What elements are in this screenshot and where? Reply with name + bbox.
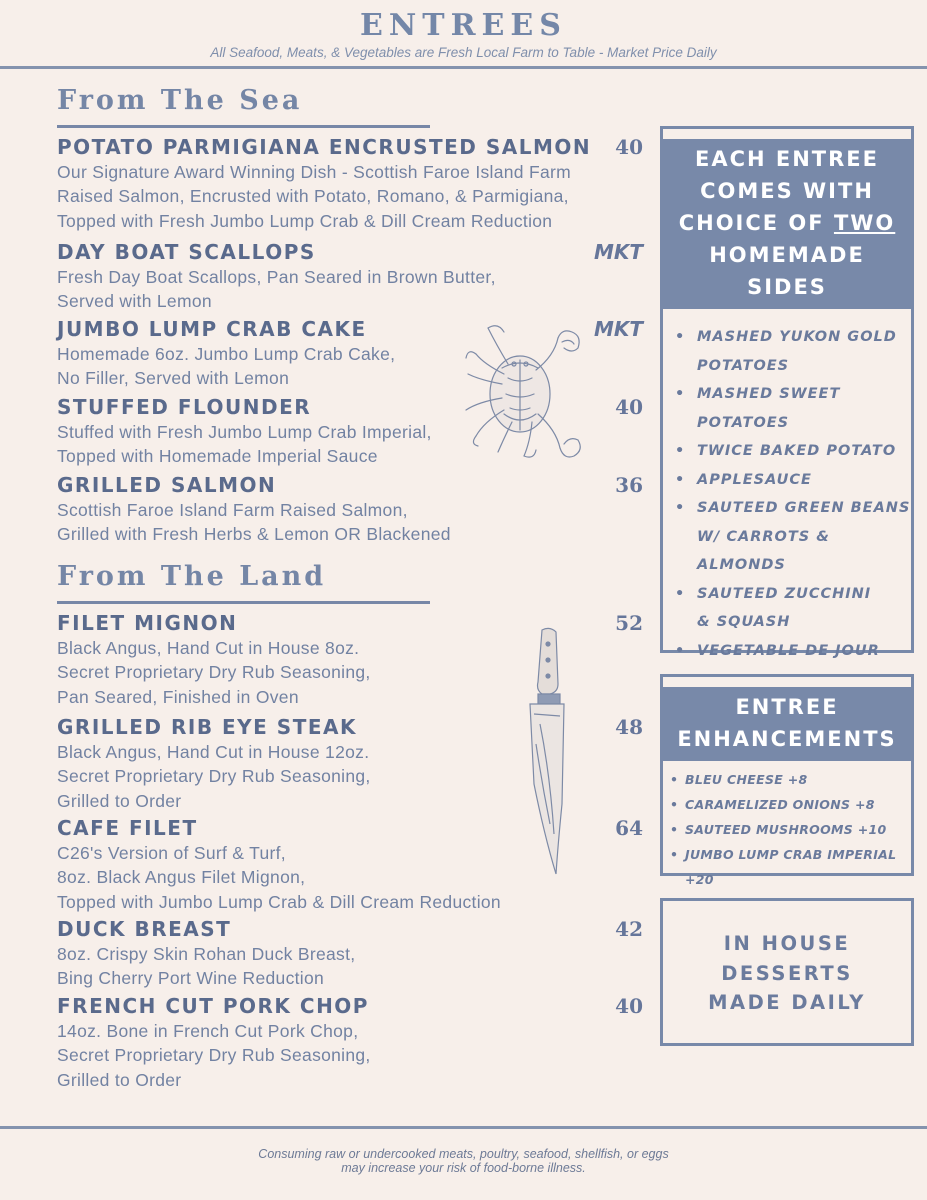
enhancements-heading-line: ENTREE [735, 695, 839, 719]
sides-list [663, 309, 911, 665]
item-description: Secret Proprietary Dry Rub Seasoning, [57, 662, 371, 683]
side-item [693, 637, 911, 666]
side-item [693, 494, 911, 580]
item-description: Fresh Day Boat Scallops, Pan Seared in Brown Butter, [57, 267, 496, 287]
chef-knife-illustration [520, 624, 570, 876]
item-description: Bing Cherry Port Wine Reduction [57, 968, 325, 989]
sides-box [660, 126, 914, 659]
enhancements-box-heading [663, 687, 911, 761]
item-description: No Filler, Served with Lemon [57, 368, 290, 389]
side-item-label: MASHED YUKON GOLD [697, 329, 897, 345]
item-description: Homemade 6oz. Jumbo Lump Crab Cake, [57, 344, 396, 364]
sides-heading-line: SIDES [747, 275, 827, 299]
section-rule-sea [57, 125, 430, 128]
footer-disclaimer [0, 1147, 927, 1175]
menu-item [57, 917, 647, 991]
item-price: 64 [615, 816, 643, 840]
footer-divider [0, 1126, 927, 1129]
item-price: MKT [593, 240, 643, 264]
sides-box-heading [663, 139, 911, 309]
side-item-label: TWICE BAKED POTATO [697, 443, 897, 459]
side-item-label: POTATOES [697, 414, 790, 431]
item-price: MKT [593, 317, 643, 341]
enhancement-item: • JUMBO LUMP CRAB IMPERIAL +20 [685, 842, 911, 892]
side-item-label: & SQUASH [697, 614, 791, 630]
item-description: Topped with Homemade Imperial Sauce [57, 446, 378, 467]
item-description: Black Angus, Hand Cut in House 12oz. [57, 742, 370, 762]
item-description: Our Signature Award Winning Dish - Scottish Faroe Island Farm [57, 162, 572, 182]
item-description: Topped with Jumbo Lump Crab & Dill Cream Reduction [57, 891, 501, 912]
item-description: 8oz. Crispy Skin Rohan Duck Breast, [57, 944, 356, 964]
side-item-label: SAUTEED ZUCCHINI [697, 585, 872, 602]
side-item [693, 466, 911, 495]
sides-heading-line: COMES WITH [700, 179, 874, 203]
item-name: FRENCH CUT PORK CHOP [57, 994, 369, 1018]
desserts-line: DESSERTS [721, 961, 853, 985]
item-description: Served with Lemon [57, 291, 212, 312]
item-price: 40 [615, 395, 643, 419]
disclaimer-line: Consuming raw or undercooked meats, poultry, seafood, shellfish, or eggs [258, 1147, 669, 1161]
item-description: Stuffed with Fresh Jumbo Lump Crab Imperial, [57, 422, 432, 442]
enhancement-item: • CARAMELIZED ONIONS +8 [685, 792, 911, 817]
item-price: 42 [615, 917, 643, 941]
side-item [693, 380, 911, 437]
item-name: FILET MIGNON [57, 611, 238, 635]
item-description: 8oz. Black Angus Filet Mignon, [57, 867, 306, 888]
side-item [693, 437, 911, 466]
desserts-box [660, 898, 914, 1046]
crab-illustration [458, 318, 588, 466]
item-name: CAFE FILET [57, 816, 198, 840]
item-description: 14oz. Bone in French Cut Pork Chop, [57, 1021, 359, 1041]
item-price: 52 [615, 611, 643, 635]
item-name: POTATO PARMIGIANA ENCRUSTED SALMON [57, 135, 592, 159]
desserts-text [663, 929, 911, 1018]
menu-item [57, 473, 647, 547]
menu-item [57, 994, 647, 1092]
item-price: 40 [615, 135, 643, 159]
menu-item [57, 135, 647, 233]
item-description: Grilled with Fresh Herbs & Lemon OR Blackened [57, 524, 451, 545]
disclaimer-line: may increase your risk of food-borne illness. [341, 1161, 586, 1175]
header-divider [0, 66, 927, 69]
desserts-line: IN HOUSE [723, 932, 851, 955]
desserts-line: MADE DAILY [708, 991, 866, 1014]
section-heading-sea: From The Sea [57, 85, 303, 116]
sides-heading-line [671, 207, 903, 239]
item-name: JUMBO LUMP CRAB CAKE [57, 317, 367, 341]
item-name: DUCK BREAST [57, 917, 232, 941]
item-name: STUFFED FLOUNDER [57, 395, 312, 419]
menu-header [0, 0, 927, 60]
item-price: 48 [615, 715, 643, 739]
item-price: 36 [615, 473, 643, 497]
menu-item [57, 240, 647, 314]
side-item-label: SAUTEED GREEN BEANS [697, 500, 911, 516]
side-item-label: W/ CARROTS & ALMONDS [697, 528, 830, 573]
sides-heading-line: EACH ENTREE [694, 147, 879, 171]
item-description: Scottish Faroe Island Farm Raised Salmon, [57, 500, 408, 520]
page-title: ENTREES [360, 8, 567, 43]
enhancement-item: • BLEU CHEESE +8 [685, 767, 911, 792]
item-description: Pan Seared, Finished in Oven [57, 686, 299, 707]
item-description: C26's Version of Surf & Turf, [57, 843, 286, 863]
side-item-label: MASHED SWEET [697, 386, 841, 402]
side-item-label: VEGETABLE DE JOUR [697, 642, 880, 659]
sides-heading-line: HOMEMADE [709, 243, 865, 267]
item-description: Grilled to Order [57, 1069, 182, 1090]
side-item [693, 323, 911, 380]
enhancements-list [663, 761, 911, 892]
item-description: Topped with Fresh Jumbo Lump Crab & Dill Cream Reduction [57, 210, 553, 231]
sides-heading-two: TWO [833, 211, 896, 235]
item-price: 40 [615, 994, 643, 1018]
section-heading-land: From The Land [57, 561, 327, 592]
page-subtitle: All Seafood, Meats, & Vegetables are Fresh Local Farm to Table - Market Price Daily [210, 45, 717, 60]
item-name: DAY BOAT SCALLOPS [57, 240, 316, 264]
sides-heading-text: CHOICE OF [678, 211, 825, 235]
item-description: Secret Proprietary Dry Rub Seasoning, [57, 1045, 371, 1066]
item-description: Secret Proprietary Dry Rub Seasoning, [57, 766, 371, 787]
item-description: Raised Salmon, Encrusted with Potato, Romano, & Parmigiana, [57, 186, 569, 207]
side-item [693, 580, 911, 637]
section-rule-land [57, 601, 430, 604]
item-description: Grilled to Order [57, 790, 182, 811]
enhancements-heading-line: ENHANCEMENTS [677, 727, 897, 751]
item-name: GRILLED RIB EYE STEAK [57, 715, 357, 739]
side-item-label: APPLESAUCE [697, 471, 812, 488]
item-description: Black Angus, Hand Cut in House 8oz. [57, 638, 360, 658]
item-name: GRILLED SALMON [57, 473, 277, 497]
side-item-label: POTATOES [697, 357, 790, 374]
enhancements-box [660, 674, 914, 887]
enhancement-item: • SAUTEED MUSHROOMS +10 [685, 817, 911, 842]
